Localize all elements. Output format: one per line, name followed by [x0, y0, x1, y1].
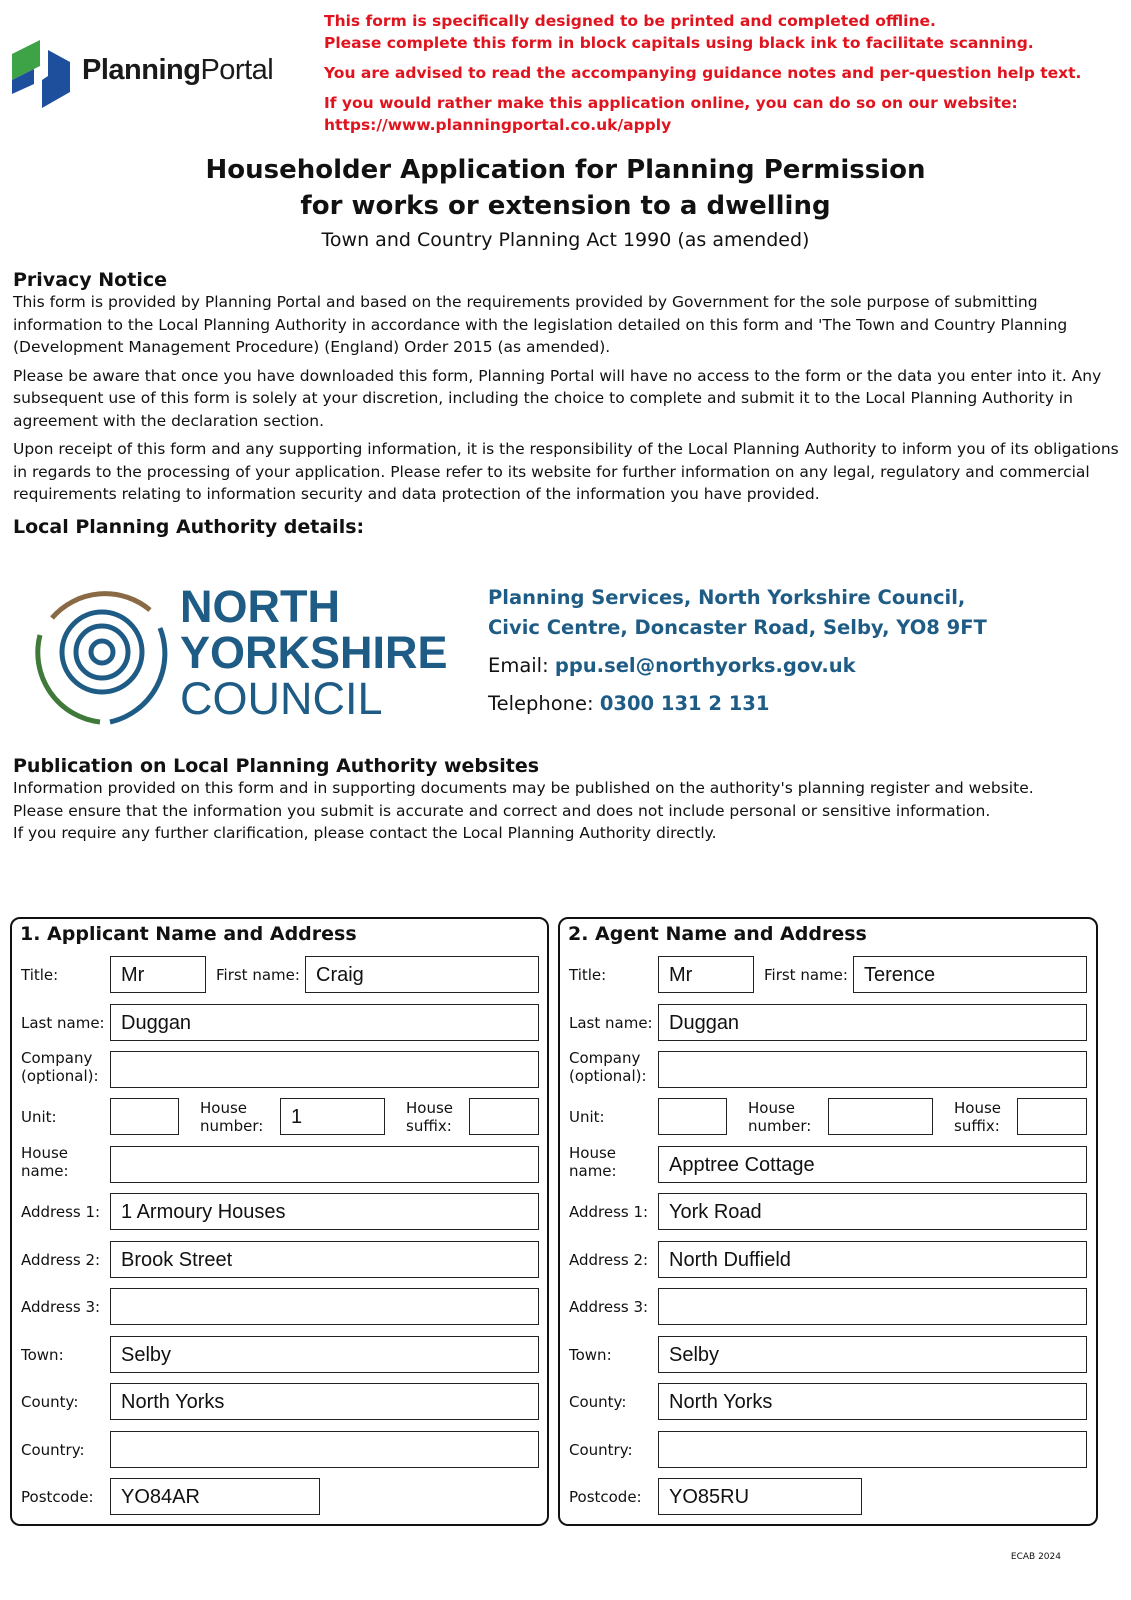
agent-postcode-field[interactable]: YO85RU: [658, 1478, 862, 1515]
email-label: Email:: [488, 654, 555, 677]
logo-line: NORTH: [180, 581, 340, 632]
address1-label: Address 1:: [569, 1203, 649, 1221]
agent-house-name-field[interactable]: Apptree Cottage: [658, 1146, 1087, 1183]
last-name-label: Last name:: [21, 1014, 105, 1032]
notice-line: If you would rather make this application online, you can do so on our website:: [324, 94, 1018, 112]
town-label: Town:: [21, 1346, 64, 1364]
applicant-title-field[interactable]: Mr: [110, 956, 206, 993]
applicant-first-name-field[interactable]: Craig: [305, 956, 539, 993]
lpa-heading: Local Planning Authority details:: [13, 515, 365, 538]
agent-title-field[interactable]: Mr: [658, 956, 754, 993]
applicant-postcode-field[interactable]: YO84AR: [110, 1478, 320, 1515]
privacy-notice: [13, 269, 1123, 538]
planning-portal-logo: [10, 40, 290, 110]
house-name-label: House name:: [569, 1144, 617, 1180]
applicant-county-field[interactable]: North Yorks: [110, 1383, 539, 1420]
address1-label: Address 1:: [21, 1203, 101, 1221]
title-label: Title:: [569, 966, 607, 984]
first-name-label: First name:: [216, 966, 300, 984]
notice-line: This form is specifically designed to be printed and completed offline.: [324, 12, 936, 30]
applicant-last-name-field[interactable]: Duggan: [110, 1004, 539, 1041]
form-subtitle: for works or extension to a dwelling: [300, 191, 831, 221]
address3-label: Address 3:: [569, 1298, 649, 1316]
lpa-address-line: Planning Services, North Yorkshire Council,: [488, 586, 966, 609]
applicant-town-field[interactable]: Selby: [110, 1336, 539, 1373]
agent-unit-field[interactable]: [658, 1098, 727, 1135]
notice-line: You are advised to read the accompanying guidance notes and per-question help text.: [324, 64, 1082, 82]
publication-line: Information provided on this form and in supporting documents may be published on the authority's planning register and website.: [13, 779, 1034, 797]
house-number-label: House number:: [748, 1099, 812, 1135]
form-code: ECAB 2024: [1010, 1552, 1061, 1562]
applicant-address2-field[interactable]: Brook Street: [110, 1241, 539, 1278]
privacy-paragraph: Upon receipt of this form and any supporting information, it is the responsibility of the Local Planning Authority to inform you of its obligations in regards to the processing of your application. Please refer to its website for further information on any legal, regulatory and commercial requirements relating to information security and data protection of the information you have provided.: [13, 440, 1119, 503]
logo-line: COUNCIL: [180, 673, 383, 724]
apply-online-link[interactable]: https://www.planningportal.co.uk/apply: [324, 116, 672, 134]
agent-address2-field[interactable]: North Duffield: [658, 1241, 1087, 1278]
notice-line: Please complete this form in block capitals using black ink to facilitate scanning.: [324, 34, 1034, 52]
lpa-email-link[interactable]: ppu.sel@northyorks.gov.uk: [554, 654, 856, 677]
unit-label: Unit:: [569, 1108, 605, 1126]
lpa-phone: 0300 131 2 131: [599, 692, 770, 715]
house-suffix-label: House suffix:: [406, 1099, 454, 1135]
agent-address1-field[interactable]: York Road: [658, 1193, 1087, 1230]
applicant-country-field[interactable]: [110, 1431, 539, 1468]
applicant-company-field[interactable]: [110, 1051, 539, 1088]
agent-house-suffix-field[interactable]: [1017, 1098, 1087, 1135]
agent-county-field[interactable]: North Yorks: [658, 1383, 1087, 1420]
offline-notice: [324, 10, 1081, 136]
applicant-unit-field[interactable]: [110, 1098, 179, 1135]
agent-first-name-field[interactable]: Terence: [853, 956, 1087, 993]
rose-emblem-icon: [30, 580, 175, 725]
logo-text-light: Portal: [200, 54, 274, 86]
logo-line: YORKSHIRE: [180, 627, 448, 678]
publication-line: If you require any further clarification, please contact the Local Planning Authority directly.: [13, 824, 717, 842]
planning-portal-logo-icon: [10, 40, 72, 108]
last-name-label: Last name:: [569, 1014, 653, 1032]
county-label: County:: [569, 1393, 627, 1411]
form-title: Householder Application for Planning Permission: [205, 155, 926, 185]
agent-house-number-field[interactable]: [828, 1098, 933, 1135]
agent-heading: 2. Agent Name and Address: [568, 923, 867, 945]
publication-section: [13, 755, 1123, 845]
agent-last-name-field[interactable]: Duggan: [658, 1004, 1087, 1041]
country-label: Country:: [569, 1441, 633, 1459]
company-label: Company (optional):: [569, 1049, 647, 1085]
privacy-heading: Privacy Notice: [13, 269, 167, 291]
publication-heading: Publication on Local Planning Authority websites: [13, 755, 540, 777]
agent-address3-field[interactable]: [658, 1288, 1087, 1325]
logo-text-bold: Planning: [82, 54, 201, 86]
act-reference: Town and Country Planning Act 1990 (as amended): [321, 229, 810, 251]
applicant-house-name-field[interactable]: [110, 1146, 539, 1183]
unit-label: Unit:: [21, 1108, 57, 1126]
address3-label: Address 3:: [21, 1298, 101, 1316]
town-label: Town:: [569, 1346, 612, 1364]
phone-label: Telephone:: [488, 692, 600, 715]
title-label: Title:: [21, 966, 59, 984]
first-name-label: First name:: [764, 966, 848, 984]
lpa-contact: [488, 583, 987, 719]
house-number-label: House number:: [200, 1099, 264, 1135]
applicant-heading: 1. Applicant Name and Address: [20, 923, 357, 945]
publication-line: Please ensure that the information you submit is accurate and correct and does not include personal or sensitive information.: [13, 801, 991, 820]
north-yorkshire-council-logo: [30, 580, 460, 725]
agent-country-field[interactable]: [658, 1431, 1087, 1468]
applicant-house-number-field[interactable]: 1: [280, 1098, 385, 1135]
postcode-label: Postcode:: [569, 1488, 642, 1506]
country-label: Country:: [21, 1441, 85, 1459]
house-suffix-label: House suffix:: [954, 1099, 1002, 1135]
postcode-label: Postcode:: [21, 1488, 94, 1506]
privacy-paragraph: Please be aware that once you have downloaded this form, Planning Portal will have no access to the form or the data you enter into it. Any subsequent use of this form is solely at your discretion, including the choice to complete and submit it to the Local Planning Authority in agreement with the declaration section.: [13, 366, 1102, 430]
house-name-label: House name:: [21, 1144, 69, 1180]
agent-town-field[interactable]: Selby: [658, 1336, 1087, 1373]
lpa-address-line: Civic Centre, Doncaster Road, Selby, YO8 9FT: [488, 616, 987, 639]
applicant-section: [10, 917, 549, 1526]
applicant-address3-field[interactable]: [110, 1288, 539, 1325]
address2-label: Address 2:: [21, 1251, 101, 1269]
applicant-house-suffix-field[interactable]: [469, 1098, 539, 1135]
privacy-paragraph: This form is provided by Planning Portal and based on the requirements provided by Government for the sole purpose of submitting information to the Local Planning Authority in accordance with the legislation detailed on this form and 'The Town and Country Planning (Development Management Procedure) (England) Order 2015 (as amended).: [13, 293, 1068, 356]
company-label: Company (optional):: [21, 1049, 99, 1085]
applicant-address1-field[interactable]: 1 Armoury Houses: [110, 1193, 539, 1230]
agent-section: [558, 917, 1098, 1526]
address2-label: Address 2:: [569, 1251, 649, 1269]
county-label: County:: [21, 1393, 79, 1411]
agent-company-field[interactable]: [658, 1051, 1087, 1088]
